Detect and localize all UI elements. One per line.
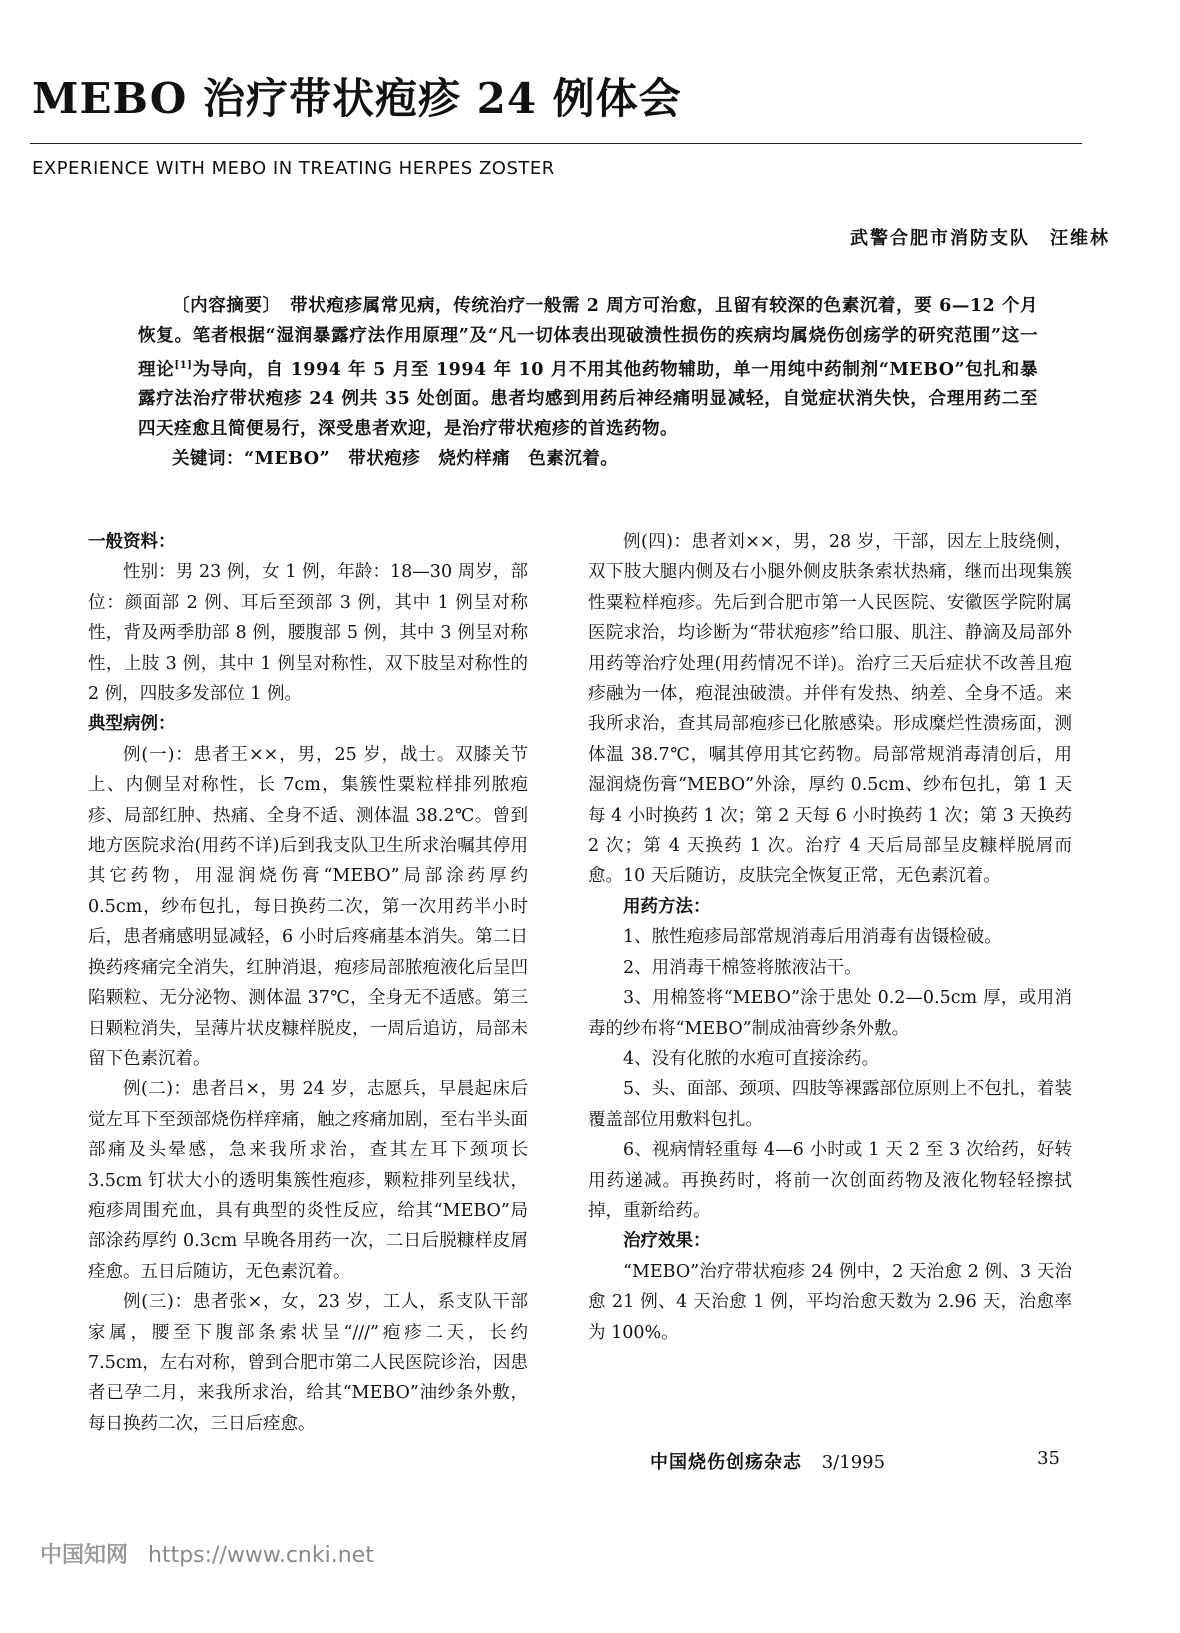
article-title: MEBO 治疗带状疱疹 24 例体会	[32, 74, 682, 123]
page-number: 35	[1037, 1448, 1060, 1469]
abstract	[138, 292, 1038, 475]
body-paragraph: 例(二)：患者吕×，男 24 岁，志愿兵，早晨起床后觉左耳下至颈部烧伤样痒痛，触之疼痛加剧，至右半头面部痛及头晕感，急来我所求治，查其左耳下颈项长 3.5cm 钉状大小的透明集簇性疱疹，颗粒排列呈线状，疱疹周围充血，具有典型的炎性反应，给其“MEBO”局部涂药厚约 0.3cm 早晚各用药一次，二日后脱糠样皮屑痊愈。五日后随访，无色素沉着。	[88, 1079, 528, 1282]
body-paragraph: 1、脓性疱疹局部常规消毒后用消毒有齿镊检破。	[623, 927, 1002, 948]
abstract-text-a: 带状疱疹属常见病，传统治疗一般需 2 周方可治愈，且留有较深的色素沉着，要 6—12 个月恢复。笔者根据“湿润暴露疗法作用原理”及“凡一切体表出现破溃性损伤的疾病均属烧伤创疡学的研究范围”这一理论	[138, 296, 1039, 380]
body-paragraph: 例(一)：患者王××，男，25 岁，战士。双膝关节上、内侧呈对称性，长 7cm，集簇性粟粒样排列脓疱疹、局部红肿、热痛、全身不适、测体温 38.2℃。曾到地方医院求治(用药不详)后到我支队卫生所求治嘱其停用其它药物，用湿润烧伤膏“MEBO”局部涂药厚约 0.5cm，纱布包扎，每日换药二次，第一次用药半小时后，患者痛感明显减轻，6 小时后疼痛基本消失。第二日换药疼痛完全消失，红肿消退，疱疹局部脓疱液化后呈凹陷颗粒、无分泌物、测体温 37℃，全身无不适感。第三日颗粒消失，呈薄片状皮糠样脱皮，一周后追访，局部未留下色素沉着。	[88, 744, 528, 1069]
page-footer	[650, 1448, 1060, 1474]
section-heading: 一般资料：	[88, 532, 176, 552]
section-heading: 治疗效果：	[623, 1231, 711, 1252]
author-affiliation: 武警合肥市消防支队 汪维林	[850, 228, 1110, 249]
section-heading: 典型病例：	[88, 714, 176, 735]
body-paragraph: “MEBO”治疗带状疱疹 24 例中，2 天治愈 2 例、3 天治愈 21 例、4 天治愈 1 例，平均治愈天数为 2.96 天，治愈率为 100%。	[588, 1261, 1072, 1343]
cnki-url: https://www.cnki.net	[148, 1543, 374, 1568]
cnki-watermark	[40, 1538, 374, 1569]
abstract-body	[138, 292, 1038, 444]
body-paragraph: 4、没有化脓的水疱可直接涂药。	[623, 1048, 880, 1069]
body-paragraph: 例(三)：患者张×，女，23 岁，工人，系支队干部家属，腰至下腹部条索状呈“///”疱疹二天，长约 7.5cm，左右对称，曾到合肥市第二人民医院诊治，因患者已孕二月，来我所求治，给其“MEBO”油纱条外敷，每日换药二次，三日后痊愈。	[88, 1292, 528, 1434]
abstract-text-b: 为导向，自 1994 年 5 月至 1994 年 10 月不用其他药物辅助，单一用纯中药制剂“MEBO”包扎和暴露疗法治疗带状疱疹 24 例共 35 处创面。患者均感到用药后神经痛明显减轻，自觉症状消失快，合理用药二至四天痊愈且简便易行，深受患者欢迎，是治疗带状疱疹的首选药物。	[138, 359, 1038, 439]
body-paragraph: 性别：男 23 例，女 1 例，年龄：18—30 周岁，部位：颜面部 2 例、耳后至颈部 3 例，其中 1 例呈对称性，背及两季肋部 8 例，腰腹部 5 例，其中 3 例呈对称性，上肢 3 例，其中 1 例呈对称性，双下肢呈对称性的 2 例，四肢多发部位 1 例。	[88, 562, 528, 705]
body-paragraph: 3、用棉签将“MEBO”涂于患处 0.2—0.5cm 厚，或用消毒的纱布将“MEBO”制成油膏纱条外敷。	[588, 988, 1072, 1039]
right-column	[588, 527, 1072, 1348]
journal-name: 中国烧伤创疡杂志	[650, 1452, 802, 1473]
abstract-label: 〔内容摘要〕	[172, 296, 272, 316]
cnki-logo: 中国知网	[40, 1543, 129, 1568]
body-paragraph: 5、头、面部、颈项、四肢等裸露部位原则上不包扎，着装覆盖部位用敷料包扎。	[588, 1079, 1072, 1130]
title-rule	[30, 143, 1082, 144]
reference-mark: [1]	[174, 360, 193, 371]
english-subtitle: EXPERIENCE WITH MEBO IN TREATING HERPES ZOSTER	[32, 158, 555, 179]
keywords: 关键词：“MEBO” 带状疱疹 烧灼样痛 色素沉着。	[172, 449, 619, 470]
body-paragraph: 例(四)：患者刘××，男，28 岁，干部，因左上肢绕侧，双下肢大腿内侧及右小腿外侧皮肤条索状热痛，继而出现集簇性粟粒样疱疹。先后到合肥市第一人民医院、安徽医学院附属医院求治，均诊断为“带状疱疹”给口服、肌注、静滴及局部外用药等治疗处理(用药情况不详)。治疗三天后症状不改善且疱疹融为一体，疱混浊破溃。并伴有发热、纳差、全身不适。来我所求治，查其局部疱疹已化脓感染。形成糜烂性溃疡面，测体温 38.7℃，嘱其停用其它药物。局部常规消毒清创后，用湿润烧伤膏“MEBO”外涂，厚约 0.5cm、纱布包扎，第 1 天每 4 小时换药 1 次；第 2 天每 6 小时换药 1 次；第 3 天换药 2 次；第 4 天换药 1 次。治疗 4 天后局部呈皮糠样脱屑而愈。10 天后随访，皮肤完全恢复正常，无色素沉着。	[588, 532, 1072, 887]
left-column	[88, 527, 528, 1439]
section-heading: 用药方法：	[623, 896, 711, 917]
journal-issue: 3/1995	[821, 1452, 886, 1473]
body-paragraph: 6、视病情轻重每 4—6 小时或 1 天 2 至 3 次给药，好转用药递减。再换药时，将前一次创面药物及液化物轻轻擦拭掉，重新给药。	[588, 1140, 1072, 1221]
body-paragraph: 2、用消毒干棉签将脓液沾干。	[623, 957, 862, 978]
